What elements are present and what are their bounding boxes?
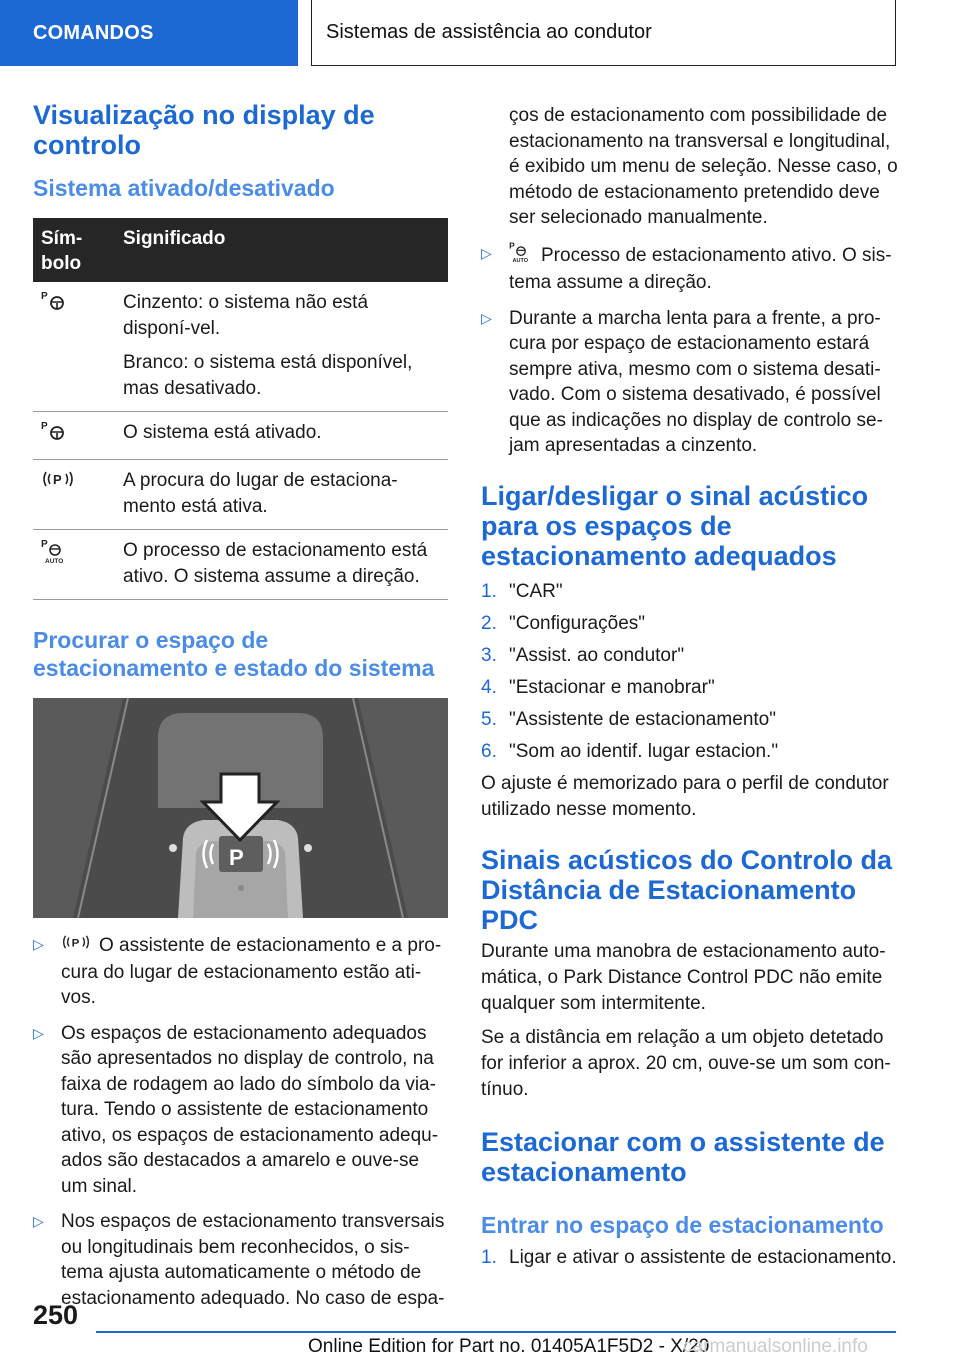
triangle-bullet-icon: ▷ bbox=[481, 244, 492, 261]
steps-list-enter bbox=[481, 1245, 899, 1271]
triangle-bullet-icon: ▷ bbox=[33, 936, 44, 952]
triangle-bullet-icon: ▷ bbox=[33, 1024, 44, 1041]
triangle-bullet-icon: ▷ bbox=[481, 309, 492, 326]
list-item: ▷ Os espaços de estacionamento adequados são apresentados no display de controlo, na faixa de rodagem ao lado do símbolo da via-tura. Tendo o assistente de estacionamento ativo, os espaços de estacionamento adequ-ados são destacados a amarelo e ouve-se um sinal. bbox=[33, 1022, 439, 1197]
triangle-bullet-icon: ▷ bbox=[33, 1213, 44, 1229]
watermark-text: carmanualsonline.info bbox=[683, 1336, 868, 1357]
paragraph-distance: Se a distância em relação a um objeto detetado for inferior a aprox. 20 cm, ouve-se um som con-tínuo. bbox=[481, 1026, 891, 1100]
svg-text:P: P bbox=[509, 240, 515, 251]
parking-auto-icon bbox=[41, 538, 69, 572]
left-column bbox=[33, 100, 448, 1321]
parking-search-icon bbox=[41, 468, 75, 498]
parking-assistant-icon bbox=[41, 290, 67, 320]
heading-sound-toggle: Ligar/desligar o sinal acústico para os espaços de estacionamento adequados bbox=[481, 480, 869, 571]
table-row: P AUTO O processo de estacionamento está ativo. O sistema assume a direção. bbox=[33, 530, 448, 600]
table-row: P A procura do lugar de estaciona-mento está ativa. bbox=[33, 460, 448, 530]
table-row: P Cinzento: o sistema não está disponí-vel. Branco: o sistema está disponível, mas desativado. bbox=[33, 282, 448, 412]
page-number: 250 bbox=[33, 1300, 79, 1330]
list-item: ▷ Nos espaços de estacionamento transversais ou longitudinais bem reconhecidos, o sis-tema ajusta automaticamente o método de estacionamento adequado. No caso de espa- bbox=[33, 1211, 445, 1309]
list-item: ▷ Durante a marcha lenta para a frente, a pro-cura por espaço de estacionamento estará sempre ativa, mesmo com o sistema desati-vado. Com o sistema desativado, é possível que as indicações no display de controlo se-jam apresentadas a cinzento. bbox=[481, 307, 883, 456]
heading-pdc: Sinais acústicos do Controlo da Distância de Estacionamento PDC bbox=[481, 844, 893, 935]
svg-text:AUTO: AUTO bbox=[45, 558, 64, 564]
svg-text:P: P bbox=[53, 472, 62, 487]
steps-list bbox=[481, 579, 899, 765]
list-item: 5. "Assistente de estacionamento" bbox=[481, 708, 776, 730]
parking-search-icon bbox=[61, 932, 91, 960]
heading-system-status: Sistema ativado/desativado bbox=[33, 175, 335, 201]
svg-text:P: P bbox=[41, 421, 48, 432]
paragraph-pdc: Durante uma manobra de estacionamento auto-mática, o Park Distance Control PDC não emite qualquer som intermitente. bbox=[481, 940, 886, 1014]
symbol-table bbox=[33, 218, 448, 600]
bullet-list-status bbox=[33, 932, 448, 1311]
chapter-title: Sistemas de assistência ao condutor bbox=[311, 0, 896, 66]
page-header bbox=[0, 0, 960, 66]
right-column bbox=[481, 103, 899, 1277]
col-symbol: Sím-bolo bbox=[33, 218, 115, 282]
list-item: ▷ P O assistente de estacionamento e a pro-cura do lugar de estacionamento estão ati-vos. bbox=[33, 932, 448, 1011]
heading-park-with-assistant: Estacionar com o assistente de estacionamento bbox=[481, 1126, 885, 1187]
svg-text:P: P bbox=[41, 539, 48, 550]
list-item: 1. Ligar e ativar o assistente de estacionamento. bbox=[481, 1246, 897, 1268]
list-item: 1. "CAR" bbox=[481, 580, 563, 602]
parking-assistant-icon bbox=[41, 420, 67, 450]
bullet-list-process bbox=[481, 241, 899, 459]
list-item: 3. "Assist. ao condutor" bbox=[481, 644, 685, 666]
list-item: ▷ P AUTO Processo de estacionamento ativo. O sis-tema assume a direção. bbox=[481, 240, 892, 293]
footer-edition: Online Edition for Part no. 01405A1F5D2 - X/20 bbox=[308, 1336, 710, 1357]
svg-text:P: P bbox=[71, 937, 80, 950]
svg-text:P: P bbox=[229, 845, 244, 870]
heading-enter-space: Entrar no espaço de estacionamento bbox=[481, 1211, 884, 1238]
table-row: P O sistema está ativado. bbox=[33, 412, 448, 460]
col-meaning: Significado bbox=[115, 218, 448, 282]
parking-auto-icon bbox=[509, 241, 533, 271]
heading-search-space: Procurar o espaço de estacionamento e estado do sistema bbox=[33, 627, 435, 681]
list-item: 4. "Estacionar e manobrar" bbox=[481, 676, 715, 698]
paragraph-profile: O ajuste é memorizado para o perfil de condutor utilizado nesse momento. bbox=[481, 772, 889, 820]
list-item: 2. "Configurações" bbox=[481, 612, 646, 634]
footer-rule bbox=[96, 1331, 896, 1333]
section-tab: COMANDOS bbox=[0, 0, 298, 66]
list-item: 6. "Som ao identif. lugar estacion." bbox=[481, 740, 779, 762]
continued-paragraph: ços de estacionamento com possibilidade de estacionamento na transversal e longitudinal, é exibido um menu de seleção. Nesse caso, o método de estacionamento pretendido deve ser selecionado manualmente. bbox=[509, 105, 898, 228]
svg-text:P: P bbox=[41, 291, 48, 302]
heading-display: Visualização no display de controlo bbox=[33, 100, 375, 160]
display-illustration bbox=[33, 698, 448, 918]
svg-text:AUTO: AUTO bbox=[512, 257, 529, 263]
